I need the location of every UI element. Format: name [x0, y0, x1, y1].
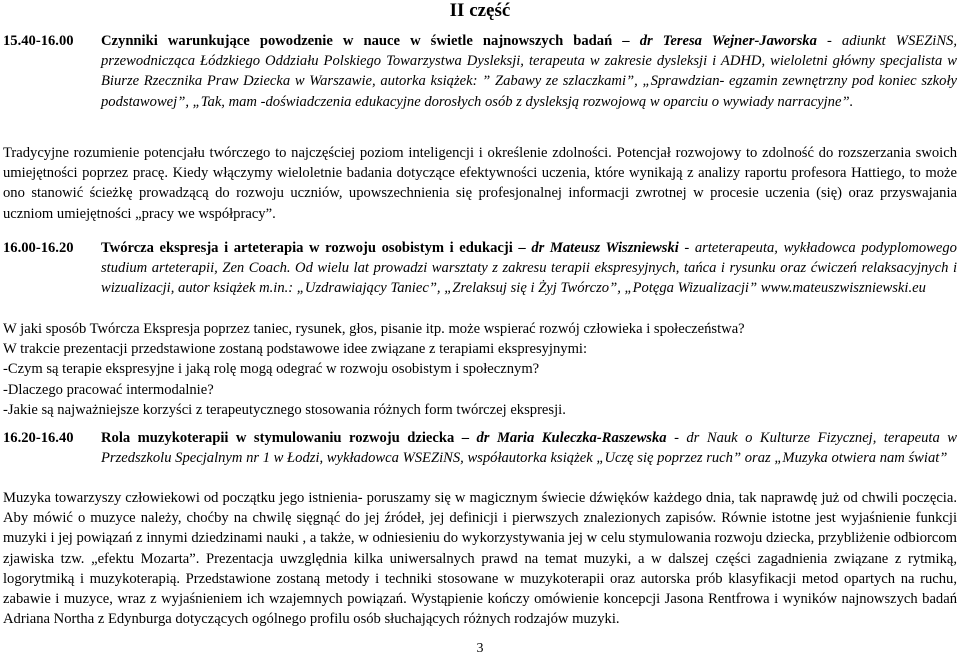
session-2-header [3, 238, 957, 299]
session-3-bio: - dr Nauk o Kulturze Fizycznej, terapeuta w Przedszkolu Specjalnym nr 1 w Łodzi, wykładowca WSEZiNS, współautorka książek „Uczę się poprzez ruch” oraz „Muzyka otwiera nam świat” [101, 430, 957, 467]
session-3-header [3, 428, 957, 468]
session-2-time: 16.00-16.20 [3, 240, 74, 256]
session-1-speaker: dr Teresa Wejner-Jaworska [639, 33, 817, 49]
session-2-title: Twórcza ekspresja i arteterapia w rozwoju osobistym i edukacji – [101, 240, 526, 256]
session-1-description: Tradycyjne rozumienie potencjału twórczego to najczęściej poziom inteligencji i określenie zdolności. Potencjał rozwojowy to zdolność do rozszerzania swoich umiejętności poprzez pracę. Kiedy włączymy wieloletnie badania dotyczące efektywności uczenia, które wynikają z analizy raportu profesora Hattiego, to może ono stanowić ścieżkę prowadzącą do rozwoju uczniów, upowszechnienia się profesjonalnej informacji zwrotnej w procesie uczenia (się) oraz przyswajania uczniom umiejętności „pracy we współpracy”. [3, 145, 957, 222]
session-3-title: Rola muzykoterapii w stymulowaniu rozwoju dziecka – [101, 430, 470, 446]
session-2-line: -Dlaczego pracować intermodalnie? [3, 381, 214, 398]
session-2-description [3, 319, 957, 420]
session-1-time: 15.40-16.00 [3, 33, 74, 49]
session-2-bio: - arteterapeuta, wykładowca podyplomowego studium arteterapii, Zen Coach. Od wielu lat prowadzi warsztaty z zakresu terapii ekspresyjnych, tańca i rysunku oraz ćwiczeń relaksacyjnych i wizualizacji, autor książek m.in.: „Uzdrawiający Taniec”, „Zrelaksuj się i Żyj Twórczo”, „Potęga Wizualizacji” www.mateuszwiszniewski.eu [101, 240, 957, 297]
session-1-header [3, 31, 957, 112]
session-2-line: -Jakie są najważniejsze korzyści z terapeutycznego stosowania różnych form twórczej ekspresji. [3, 401, 566, 418]
session-2-line: W trakcie prezentacji przedstawione zostaną podstawowe idee związane z terapiami ekspresyjnymi: [3, 341, 588, 358]
session-2-speaker: dr Mateusz Wiszniewski [531, 240, 679, 256]
page-number: 3 [476, 641, 484, 656]
session-1-title: Czynniki warunkujące powodzenie w nauce w świetle najnowszych badań – [101, 33, 630, 49]
section-heading: II część [449, 0, 511, 21]
session-3-time: 16.20-16.40 [3, 430, 74, 446]
session-1-bio: - adiunkt WSEZiNS, przewodnicząca Łódzkiego Oddziału Polskiego Towarzystwa Dysleksji, terapeuta w zakresie dysleksji i ADHD, wieloletni główny specjalista w Biurze Rzecznika Praw Dziecka w Warszawie, autorka książek: ” Zabawy ze szlaczkami”, „Sprawdzian- egzamin zewnętrzny pod koniec szkoły podstawowej”, „Tak, mam -doświadczenia edukacyjne dorosłych osób z dysleksją rozwojową w oparciu o wywiady narracyjne”. [101, 33, 958, 110]
session-3-description: Muzyka towarzyszy człowiekowi od początku jego istnienia- poruszamy się w magicznym świecie dźwięków każdego dnia, tak naprawdę już od chwili poczęcia. Aby mówić o muzyce należy, choćby na chwilę sięgnąć do jej źródeł, jej definicji i pierwszych znalezionych zapisów. Równie istotne jest wyjaśnienie funkcji muzyki i jej powiązań z innymi dziedzinami nauki , a także, w odniesieniu do wykorzystywania jej w celu stymulowania rozwoju dziecka, przybliżenie odbiorcom zjawiska tzw. „efektu Mozarta”. Prezentacja uwzględnia kilka uniwersalnych prawd na temat muzyki, a w dalszej części zagadnienia związane z rytmiką, logorytmiką i muzykoterapią. Przedstawione zostaną metody i techniki stosowane w muzykoterapii oraz autorska prób klasyfikacji metod opartych na ruchu, zabawie i muzyce, wraz z wyjaśnieniem ich wzajemnych powiązań. Wystąpienie kończy omówienie koncepcji Jasona Rentfrowa i wyników najnowszych badań Adriana Northa z Edynburga dotyczących ogólnego profilu osób słuchających różnych rodzajów muzyki. [3, 490, 957, 628]
session-3-speaker: dr Maria Kuleczka-Raszewska [476, 430, 667, 446]
session-2-line: -Czym są terapie ekspresyjne i jaką rolę mogą odegrać w rozwoju osobistym i społecznym? [3, 361, 540, 378]
session-2-line: W jaki sposób Twórcza Ekspresja poprzez taniec, rysunek, głos, pisanie itp. może wspierać rozwój człowieka i społeczeństwa? [3, 321, 745, 337]
